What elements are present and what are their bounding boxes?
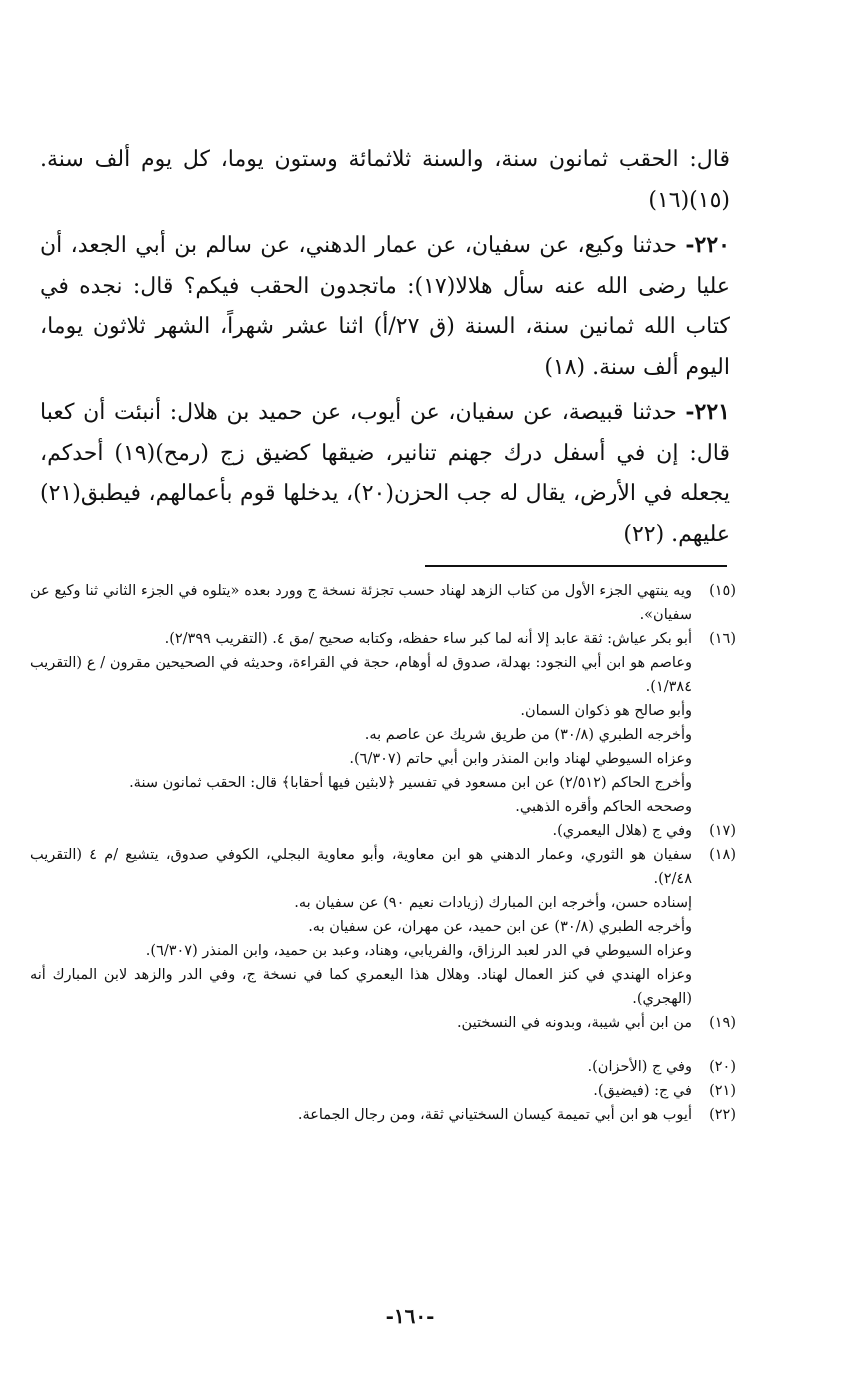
footnote-number: (٢١) xyxy=(709,1083,736,1099)
footnote-line: أيوب هو ابن أبي تميمة كيسان السختياني ثقة، ومن رجال الجماعة. xyxy=(297,1107,692,1123)
footnote-21 xyxy=(30,1079,736,1103)
footnote-19 xyxy=(30,1011,736,1035)
footnote-number: (١٨) xyxy=(709,847,736,863)
footnote-line: وعزاه الهندي في كنز العمال لهناد. وهلال هذا اليعمري كما في نسخة ج، وفي الدر والزهد لابن المبارك أنه (الهجري). xyxy=(30,967,692,1007)
footnote-number: (١٧) xyxy=(709,823,736,839)
footnotes xyxy=(30,579,736,1127)
footnote-20 xyxy=(30,1055,736,1079)
hadith-number: ٢٢١- xyxy=(685,399,730,425)
footnote-body xyxy=(30,843,692,1011)
main-text xyxy=(40,140,730,559)
footnote-body xyxy=(30,579,692,627)
footnote-number: (١٥) xyxy=(709,583,736,599)
footnote-17 xyxy=(30,819,736,843)
footnote-line: إسناده حسن، وأخرجه ابن المبارك (زيادات نعيم ٩٠) عن سفيان به. xyxy=(294,895,692,911)
footnote-body xyxy=(30,627,692,819)
footnote-line: وفي ج (الأحزان). xyxy=(587,1059,692,1075)
footnote-body xyxy=(30,1055,692,1079)
footnote-line: وصححه الحاكم وأقره الذهبي. xyxy=(515,799,692,815)
footnote-number: (١٦) xyxy=(709,631,736,647)
footnote-line: أبو بكر عياش: ثقة عابد إلا أنه لما كبر ساء حفظه، وكتابه صحيح /مق ٤. (التقريب ٢/٣٩٩). xyxy=(164,631,692,647)
footnote-15 xyxy=(30,579,736,627)
footnote-18 xyxy=(30,843,736,1011)
footnote-line: سفيان هو الثوري، وعمار الدهني هو ابن معاوية، وأبو معاوية البجلي، الكوفي صدوق، يتشيع /م ٤ (التقريب ٢/٤٨). xyxy=(30,847,692,887)
footnote-22 xyxy=(30,1103,736,1127)
page-number: -١٦٠- xyxy=(385,1304,435,1328)
footnote-line: في ج: (فيضيق). xyxy=(593,1083,692,1099)
footnote-line: وعزاه السيوطي لهناد وابن المنذر وابن أبي حاتم (٦/٣٠٧). xyxy=(349,751,692,767)
footnote-body xyxy=(30,1103,692,1127)
hadith-text: حدثنا قبيصة، عن سفيان، عن أيوب، عن حميد بن هلال: أنبئت أن كعبا قال: إن في أسفل درك جهنم تنانير، ضيقها كضيق زج (رمح)(١٩) أحدكم، يجعله في الأرض، يقال له جب الحزن(٢٠)، يدخلها قوم بأعمالهم، فيطبق(٢١) عليهم. (٢٢) xyxy=(40,400,730,547)
footnote-line: وعزاه السيوطي في الدر لعبد الرزاق، والفريابي، وهناد، وعبد بن حميد، وابن المنذر (٦/٣٠٧). xyxy=(145,943,692,959)
paragraph-continuation xyxy=(40,140,730,221)
hadith-220 xyxy=(40,225,730,388)
footnote-body xyxy=(30,1079,692,1103)
footnote-number: (٢٠) xyxy=(709,1059,736,1075)
footnote-number: (٢٢) xyxy=(709,1107,736,1123)
footnote-body xyxy=(30,1011,692,1035)
footnote-16 xyxy=(30,627,736,819)
footnote-body xyxy=(30,819,692,843)
footnote-line: وأخرجه الطبري (٣٠/٨) من طريق شريك عن عاصم به. xyxy=(364,727,692,743)
footnote-line: من ابن أبي شيبة، وبدونه في النسختين. xyxy=(456,1015,692,1031)
paragraph-text: قال: الحقب ثمانون سنة، والسنة ثلاثمائة وستون يوما، كل يوم ألف سنة. (١٥)(١٦) xyxy=(40,147,730,213)
hadith-number: ٢٢٠- xyxy=(685,232,730,258)
footnote-line: ويه ينتهي الجزء الأول من كتاب الزهد لهناد حسب تجزئة نسخة ج وورد بعده «يتلوه في الجزء الثاني ثنا وكيع عن سفيان». xyxy=(30,583,692,623)
footnote-line: وفي ج (هلال اليعمري). xyxy=(552,823,692,839)
footnote-line: وأخرج الحاكم (٢/٥١٢) عن ابن مسعود في تفسير ﴿لابثين فيها أحقابا﴾ قال: الحقب ثمانون سنة. xyxy=(129,775,692,791)
footnote-line: وعاصم هو ابن أبي النجود: بهدلة، صدوق له أوهام، حجة في القراءة، وحديثه في الصحيحين مقرون / ع (التقريب ١/٣٨٤). xyxy=(30,655,692,695)
footnote-separator xyxy=(425,565,727,567)
footnote-number: (١٩) xyxy=(709,1015,736,1031)
footnote-line: وأخرجه الطبري (٣٠/٨) عن ابن حميد، عن مهران، عن سفيان به. xyxy=(308,919,692,935)
footnote-line: وأبو صالح هو ذكوان السمان. xyxy=(520,703,692,719)
hadith-221 xyxy=(40,392,730,555)
hadith-text: حدثنا وكيع، عن سفيان، عن عمار الدهني، عن سالم بن أبي الجعد، أن عليا رضى الله عنه سأل هلالا(١٧): ماتجدون الحقب فيكم؟ قال: نجده في كتاب الله ثمانين سنة، السنة (ق ٢٧/أ) اثنا عشر شهراً، الشهر ثلاثون يوما، اليوم ألف سنة. (١٨) xyxy=(40,233,730,380)
